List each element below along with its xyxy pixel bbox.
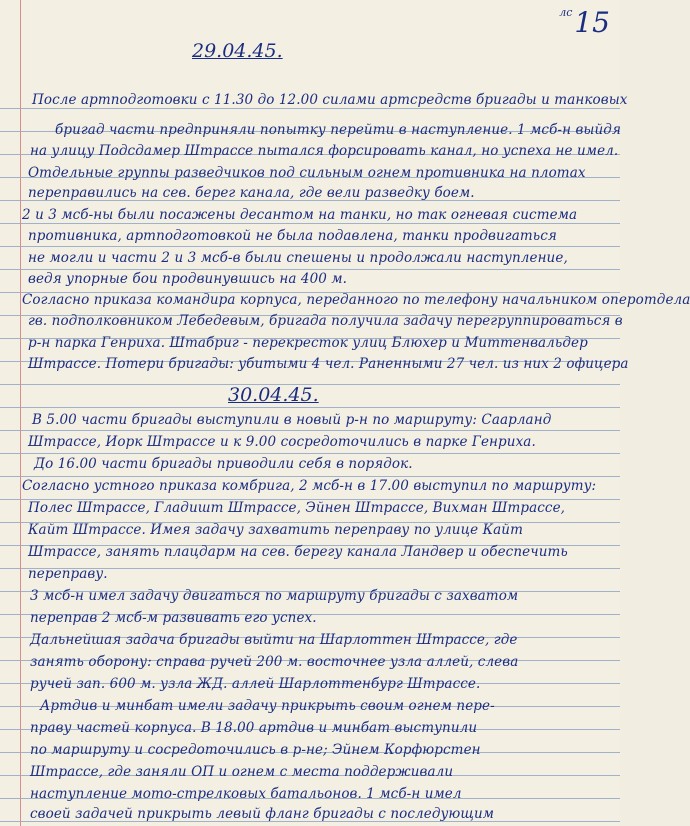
entry-line: противника, артподготовкой не была подавлена, танки продвигаться (28, 228, 557, 244)
entry-line: Полес Штрассе, Гладишт Штрассе, Эйнен Штрассе, Вихман Штрассе, (28, 500, 566, 516)
entry-line: Штрассе, занять плацдарм на сев. берегу канала Ландвер и обеспечить (28, 544, 568, 560)
page-header-area (0, 0, 620, 86)
page-number (559, 6, 610, 39)
entry-line: До 16.00 части бригады приводили себя в порядок. (34, 456, 413, 472)
entry-line: наступление мото-стрелковых батальонов. 1 мсб-н имел (30, 786, 462, 802)
entry-line: Отдельные группы разведчиков под сильным огнем противника на плотах (28, 165, 586, 181)
entry-line: В 5.00 части бригады выступили в новый р-н по маршруту: Саарланд (32, 412, 552, 428)
page-number-value: 15 (574, 6, 610, 39)
entry-line: гв. подполковником Лебедевым, бригада получила задачу перегруппироваться в (28, 313, 623, 329)
entry-line: своей задачей прикрыть левый фланг бригады с последующим (30, 806, 495, 822)
entry-line: Кайт Штрассе. Имея задачу захватить переправу по улице Кайт (28, 522, 523, 538)
entry-line: на улицу Подсдамер Штрассе пытался форсировать канал, но успеха не имел. (30, 143, 619, 159)
entry-line: бригад части предприняли попытку перейти в наступление. 1 мсб-н выйдя (55, 122, 621, 138)
entry-line: Согласно приказа командира корпуса, переданного по телефону начальником оперотдела (22, 292, 690, 308)
entry-line: не могли и части 2 и 3 мсб-в были спешены и продолжали наступление, (28, 250, 568, 266)
entry-line: Штрассе. Потери бригады: убитыми 4 чел. Раненными 27 чел. из них 2 офицера (28, 356, 629, 372)
entry-line: Согласно устного приказа комбрига, 2 мсб-н в 17.00 выступил по маршруту: (22, 478, 597, 494)
entry-line: р-н парка Генриха. Штабриг - перекресток улиц Блюхер и Миттенвальдер (28, 335, 588, 351)
entry-date-2: 30.04.45. (228, 384, 319, 406)
entry-line: ведя упорные бои продвинувшись на 400 м. (28, 271, 348, 287)
page-number-prefix: лс (559, 6, 573, 19)
entry-line: После артподготовки с 11.30 до 12.00 силами артсредств бригады и танковых (32, 92, 628, 108)
entry-line: Штрассе, где заняли ОП и огнем с места поддерживали (30, 764, 454, 780)
entry-line: переправу. (28, 566, 108, 582)
entry-line: 3 мсб-н имел задачу двигаться по маршруту бригады с захватом (30, 588, 519, 604)
entry-line: занять оборону: справа ручей 200 м. восточнее узла аллей, слева (30, 654, 519, 670)
entry-line: Дальнейшая задача бригады выйти на Шарлоттен Штрассе, где (30, 632, 518, 648)
margin-line (20, 0, 21, 826)
entry-date-1: 29.04.45. (192, 40, 283, 62)
entry-line: Штрассе, Иорк Штрассе и к 9.00 сосредоточились в парке Генриха. (28, 434, 536, 450)
entry-line: по маршруту и сосредоточились в р-не; Эйнем Корфюрстен (30, 742, 481, 758)
entry-line: Артдив и минбат имели задачу прикрыть своим огнем пере- (40, 698, 495, 714)
entry-line: 2 и 3 мсб-ны были посажены десантом на танки, но так огневая система (22, 207, 578, 223)
entry-line: переправились на сев. берег канала, где вели разведку боем. (28, 185, 475, 201)
entry-line: переправ 2 мсб-м развивать его успех. (30, 610, 317, 626)
entry-line: праву частей корпуса. В 18.00 артдив и минбат выступили (30, 720, 478, 736)
entry-line: ручей зап. 600 м. узла ЖД. аллей Шарлоттенбург Штрассе. (30, 676, 481, 692)
